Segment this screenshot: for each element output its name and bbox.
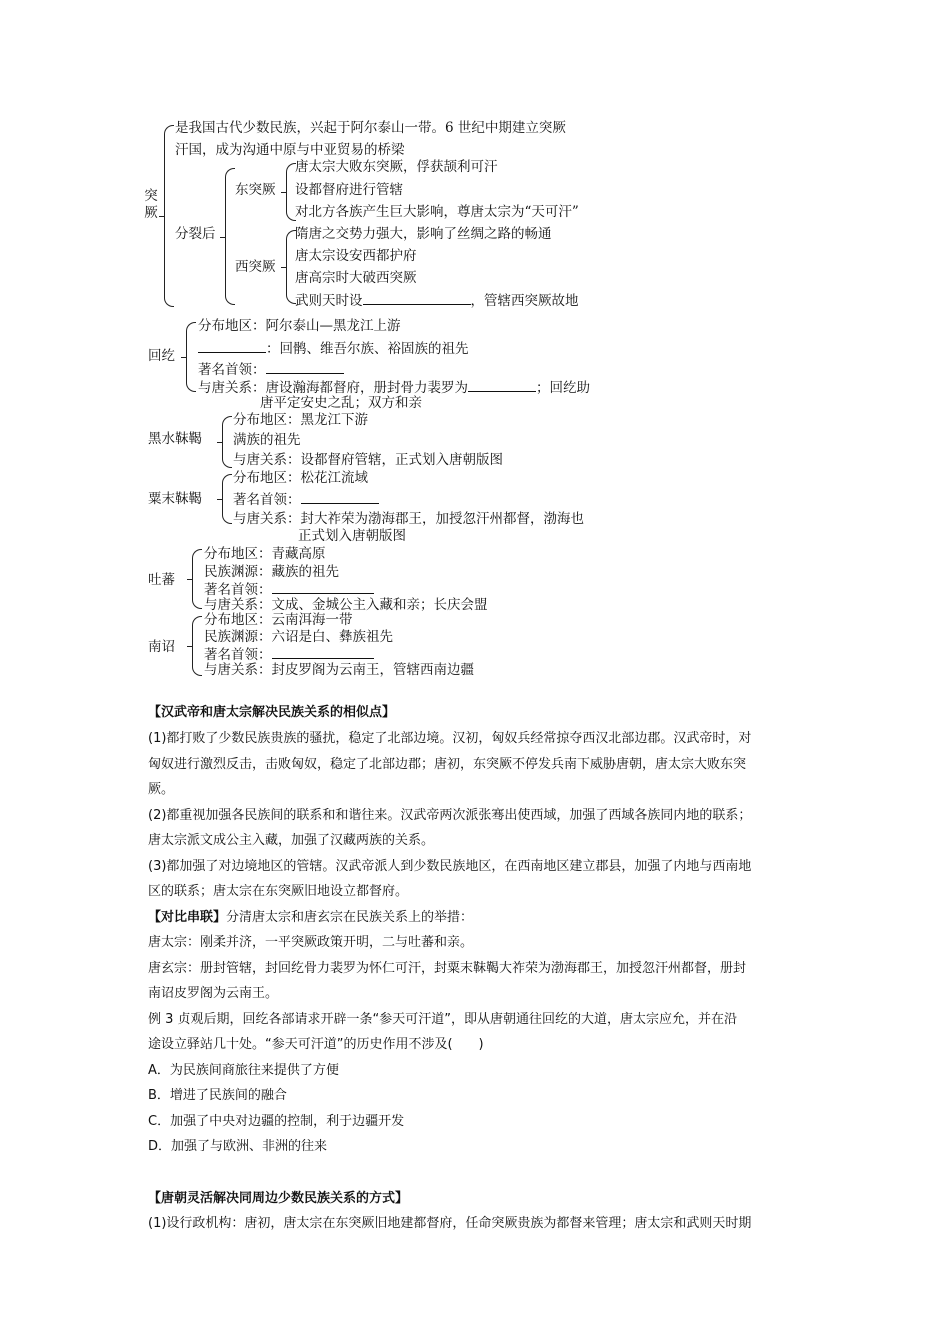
option-b: B．增进了民族间的融合 [148, 1088, 287, 1103]
tujue-label: 突厥 [144, 188, 158, 221]
sumo-leader-label: 著名首领： [233, 492, 301, 508]
option-c: C．加强了中央对边疆的控制，利于边疆开发 [148, 1114, 405, 1129]
sumo-relation-2: 正式划入唐朝版图 [298, 528, 406, 544]
east-item-3: 对北方各族产生巨大影响，尊唐太宗为“天可汗” [295, 204, 579, 220]
split-brace [225, 168, 235, 305]
tujue-brace [164, 125, 174, 307]
heishui-area: 分布地区：黑龙江下游 [233, 412, 368, 428]
similarity-2-line-2: 唐太宗派文成公主入藏，加强了汉藏两族的关系。 [148, 833, 435, 848]
fill-blank [272, 581, 374, 594]
west-item-3: 唐高宗时大破西突厥 [295, 270, 417, 286]
tubo-origin: 民族渊源：藏族的祖先 [204, 564, 339, 580]
huihe-brace [186, 322, 196, 392]
west-item-4 [295, 292, 579, 309]
xuanzong-line-1: 唐玄宗：册封管辖，封回纥骨力裴罗为怀仁可汗，封粟末靺鞨大祚荣为渤海郡王，加授忽汗州都督，册封 [148, 961, 747, 976]
fill-blank [272, 646, 374, 659]
tujue-intro-1: 是我国古代少数民族，兴起于阿尔泰山一带。6 世纪中期建立突厥 [175, 120, 566, 136]
fill-blank [301, 491, 379, 504]
nanzhao-brace [192, 616, 202, 676]
nanzhao-label: 南诏 [148, 639, 175, 655]
huihe-relation-2: 唐平定安史之乱；双方和亲 [260, 395, 422, 411]
nanzhao-relation: 与唐关系：封皮罗阁为云南王，管辖西南边疆 [204, 662, 474, 678]
huihe-leader-label: 著名首领： [198, 362, 266, 378]
ways-heading: 【唐朝灵活解决同周边少数民族关系的方式】 [148, 1191, 409, 1206]
tubo-area: 分布地区：青藏高原 [204, 546, 326, 562]
similarity-1-line-2: 匈奴进行激烈反击，击败匈奴，稳定了北部边郡；唐初，东突厥不停发兵南下威胁唐朝，唐太宗大败东突 [148, 757, 747, 772]
huihe-relation-prefix: 与唐关系：唐设瀚海都督府，册封骨力裴罗为 [198, 380, 468, 396]
ways-1-line-1: (1)设行政机构：唐初，唐太宗在东突厥旧地建都督府，任命突厥贵族为都督来管理；唐太宗和武则天时期 [148, 1216, 752, 1231]
heishui-relation: 与唐关系：设都督府管辖，正式划入唐朝版图 [233, 452, 503, 468]
heishui-label: 黑水靺鞨 [148, 431, 202, 447]
option-d: D．加强了与欧洲、非洲的往来 [148, 1139, 328, 1154]
similarity-3-line-2: 区的联系；唐太宗在东突厥旧地设立都督府。 [148, 884, 409, 899]
nanzhao-leader [204, 646, 374, 663]
sumo-relation-1: 与唐关系：封大祚荣为渤海郡王，加授忽汗州都督，渤海也 [233, 511, 584, 527]
tubo-brace [192, 549, 202, 609]
huihe-area: 分布地区：阿尔泰山—黑龙江上游 [198, 318, 401, 334]
sumo-leader [233, 491, 379, 508]
tubo-label: 吐蕃 [148, 572, 175, 588]
fill-blank [363, 292, 471, 305]
tubo-leader [204, 581, 374, 598]
heishui-brace [222, 416, 232, 468]
xuanzong-line-2: 南诏皮罗阁为云南王。 [148, 986, 279, 1001]
compare-heading: 【对比串联】 [148, 910, 227, 925]
similarity-heading: 【汉武帝和唐太宗解决民族关系的相似点】 [148, 705, 396, 720]
fill-blank [468, 379, 536, 392]
nanzhao-leader-label: 著名首领： [204, 647, 272, 663]
east-tujue-label: 东突厥 [235, 182, 276, 198]
fill-blank [198, 340, 266, 353]
nanzhao-area: 分布地区：云南洱海一带 [204, 612, 353, 628]
west-item-4-prefix: 武则天时设 [295, 293, 363, 309]
similarity-1-line-1: (1)都打败了少数民族贵族的骚扰，稳定了北部边境。汉初，匈奴兵经常掠夺西汉北部边郡。汉武帝时，对 [148, 731, 752, 746]
huihe-ancestor [198, 340, 469, 357]
tujue-split-label: 分裂后 [175, 226, 216, 242]
similarity-1-line-3: 厥。 [148, 782, 175, 797]
east-item-1: 唐太宗大败东突厥，俘获颉利可汗 [295, 159, 498, 175]
nanzhao-origin: 民族渊源：六诏是白、彝族祖先 [204, 629, 393, 645]
taizong-line: 唐太宗：刚柔并济，一平突厥政策开明，二与吐蕃和亲。 [148, 935, 474, 950]
tujue-intro-2: 汗国，成为沟通中原与中亚贸易的桥梁 [175, 142, 405, 158]
tubo-leader-label: 著名首领： [204, 582, 272, 598]
option-a: A．为民族间商旅往来提供了方便 [148, 1063, 339, 1078]
example-line-2: 途设立驿站几十处。“参天可汗道”的历史作用不涉及( ) [148, 1037, 484, 1052]
huihe-label: 回纥 [148, 348, 175, 364]
fill-blank [266, 361, 344, 374]
west-item-4-suffix: ，管辖西突厥故地 [470, 293, 579, 309]
west-item-2: 唐太宗设安西都护府 [295, 248, 417, 264]
sumo-label: 粟末靺鞨 [148, 491, 202, 507]
heishui-ancestor: 满族的祖先 [233, 432, 301, 448]
huihe-relation-suffix: ；回纥助 [536, 380, 590, 396]
west-tujue-label: 西突厥 [235, 259, 276, 275]
compare-text: 分清唐太宗和唐玄宗在民族关系上的举措： [226, 910, 474, 925]
huihe-relation [198, 379, 590, 396]
sumo-area: 分布地区：松花江流域 [233, 470, 368, 486]
similarity-2-line-1: (2)都重视加强各民族间的联系和和谐往来。汉武帝两次派张骞出使西域，加强了西域各族同内地的联系； [148, 808, 752, 823]
tubo-relation: 与唐关系：文成、金城公主入藏和亲；长庆会盟 [204, 597, 488, 613]
huihe-ancestor-text: ：回鹘、维吾尔族、裕固族的祖先 [266, 341, 469, 357]
huihe-leader [198, 361, 344, 378]
similarity-3-line-1: (3)都加强了对边境地区的管辖。汉武帝派人到少数民族地区，在西南地区建立郡县，加强了内地与西南地 [148, 859, 752, 874]
example-line-1: 例 3 贞观后期，回纥各部请求开辟一条“参天可汗道”，即从唐朝通往回纥的大道，唐太宗应允，并在沿 [148, 1012, 738, 1027]
east-item-2: 设都督府进行管辖 [295, 182, 403, 198]
west-item-1: 隋唐之交势力强大，影响了丝绸之路的畅通 [295, 226, 552, 242]
compare-line [148, 910, 473, 926]
sumo-brace [222, 474, 232, 524]
